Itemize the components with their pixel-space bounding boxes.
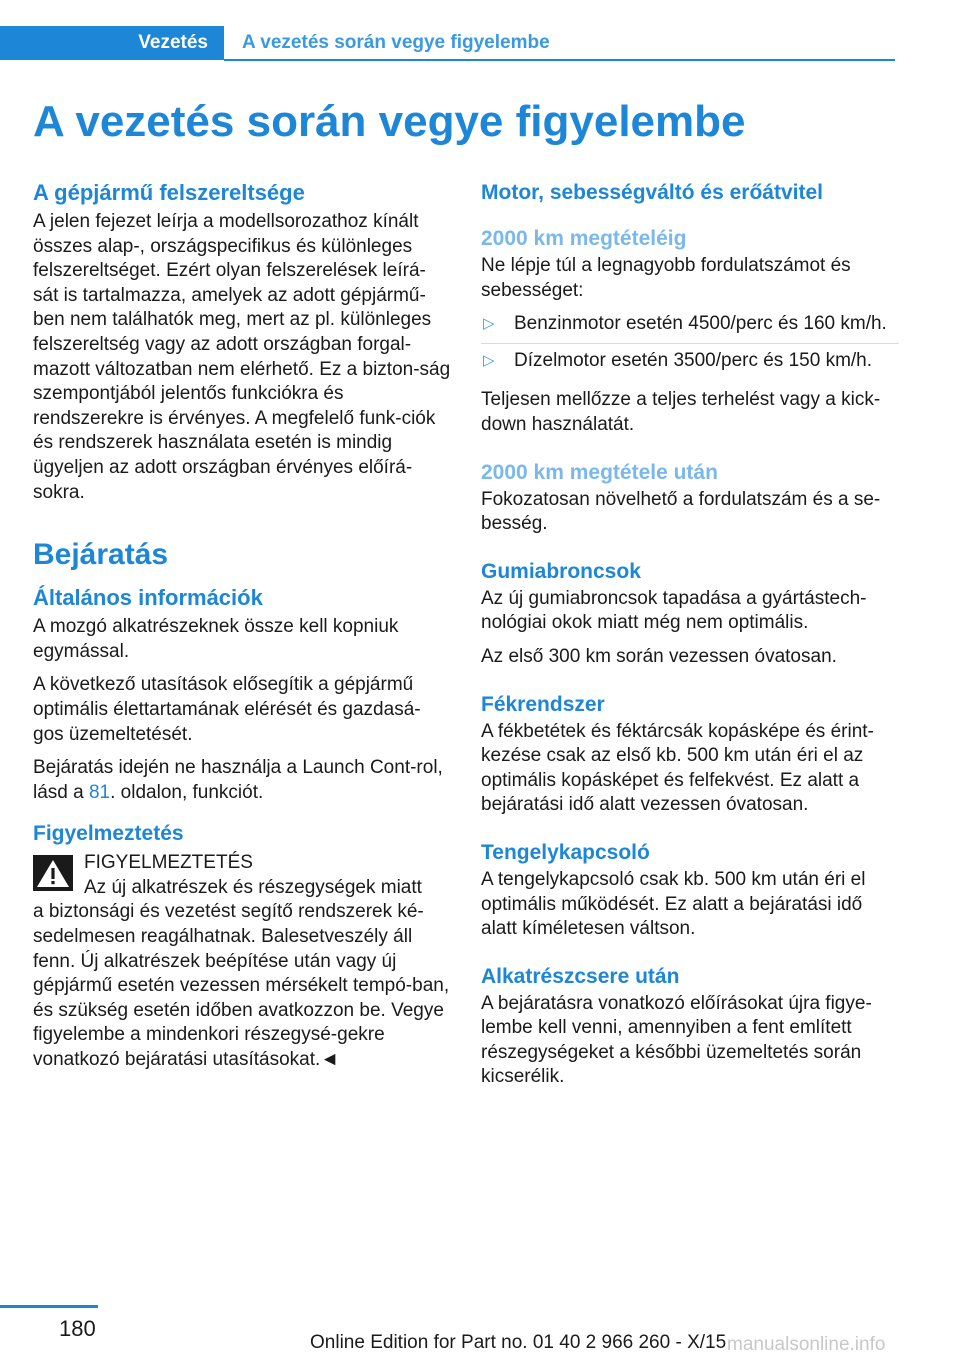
- heading-clutch: Tengelykapcsoló: [481, 840, 650, 864]
- header-rule: [224, 59, 895, 61]
- triangle-right-icon: ▷: [483, 351, 495, 369]
- heading-equipment: A gépjármű felszereltsége: [33, 180, 305, 205]
- tires-p1: Az új gumiabroncsok tapadása a gyártástech-nológiai okok miatt még nem optimális.: [481, 587, 867, 634]
- heading-break-in: Bejáratás: [33, 538, 169, 572]
- warning-label: FIGYELMEZTETÉS: [84, 852, 253, 874]
- general-p3-before: Bejáratás idején ne használja a Launch Cont-rol, lásd a: [33, 757, 443, 803]
- watermark: manualsonline.info: [727, 1334, 886, 1355]
- breadcrumb[interactable]: A vezetés során vegye figyelembe: [242, 32, 550, 53]
- triangle-right-icon: ▷: [483, 315, 495, 333]
- heading-parts: Alkatrészcsere után: [481, 964, 680, 988]
- page-title: A vezetés során vegye figyelembe: [33, 97, 746, 146]
- heading-after-2000: 2000 km megtétele után: [481, 460, 718, 484]
- heading-tires: Gumiabroncsok: [481, 559, 641, 583]
- warning-text: a biztonsági és vezetést segítő rendszerek ké-sedelmesen reagálhatnak. Balesetveszély áll fenn. Új alkatrészek beépítése után vagy új gépjármű esetén vezessen mérsékelt tempó-ban, és szükség esetén időben avatkozzon be. Vegye figyelembe a mindenkori részegysé-gekre vonatkozó bejáratási utasításokat.◄: [33, 901, 450, 1071]
- after-2000-text: Fokozatosan növelhető a fordulatszám és a se-besség.: [481, 488, 881, 535]
- brakes-text: A fékbetétek és féktárcsák kopásképe és érint-kezése csak az első kb. 500 km után éri el az optimális kopásképet és felfekvést. Ez alatt a bejáratási idő alatt vezessen óvatosan.: [481, 720, 874, 816]
- footer-rule: [0, 1305, 98, 1308]
- list-item: [481, 307, 899, 344]
- section-tab[interactable]: [0, 26, 224, 60]
- tires-p2: Az első 300 km során vezessen óvatosan.: [481, 645, 837, 667]
- upto-2000-text: Ne lépje túl a legnagyobb fordulatszámot és sebességet:: [481, 255, 851, 301]
- general-p3: [33, 756, 451, 805]
- list-item-text: Dízelmotor esetén 3500/perc és 150 km/h.: [514, 349, 873, 371]
- warning-triangle-icon: [33, 855, 73, 891]
- heading-engine: Motor, sebességváltó és erőátvitel: [481, 181, 823, 204]
- general-p3-after: . oldalon, funkciót.: [110, 781, 264, 803]
- page-number: 180: [59, 1316, 96, 1341]
- page-header: [0, 26, 895, 62]
- equipment-text: A jelen fejezet leírja a modellsorozathoz kínált összes alap-, országspecifikus és különleges felszereltséget. Ezért olyan felszerelések leírá-sát is tartalmazza, amelyek az adott gépjármű-ben nem találhatók meg, mert az pl. különleges felszereltség vagy az adott országban forgal-mazott változatban nem elérhető. Ez a bizton-ság szempontjából jelentős funkciókra és rendszerekre is érvényes. A megfelelő funk-ciók és rendszerek használata esetén is mindig ügyeljen az adott országban érvényes előírá-sokra.: [33, 211, 451, 503]
- warning-block: [33, 851, 451, 1072]
- heading-upto-2000: 2000 km megtételéig: [481, 227, 687, 250]
- rpm-list: [481, 307, 899, 379]
- section-label: Vezetés: [138, 32, 208, 53]
- warning-intro: Az új alkatrészek és részegységek miatt: [84, 876, 422, 898]
- parts-text: A bejáratásra vonatkozó előírásokat újra figye-lembe kell venni, amennyiben a fent említett részegységeket a későbbi üzemeltetés során kicserélik.: [481, 992, 872, 1088]
- heading-general: Általános információk: [33, 585, 263, 611]
- general-p2: A következő utasítások elősegítik a gépjármű optimális élettartamának elérését és gazdasá-gos üzemeltetését.: [33, 674, 421, 745]
- heading-warning: Figyelmeztetés: [33, 822, 184, 846]
- general-p1: A mozgó alkatrészeknek össze kell kopniuk egymással.: [33, 616, 399, 662]
- left-column: [33, 180, 451, 1082]
- right-column: [481, 180, 899, 1099]
- heading-brakes: Fékrendszer: [481, 692, 605, 716]
- page-link-81[interactable]: 81: [88, 781, 111, 803]
- list-item: [481, 344, 899, 380]
- list-item-text: Benzinmotor esetén 4500/perc és 160 km/h.: [514, 313, 887, 335]
- edition-text: Online Edition for Part no. 01 40 2 966 260 - X/15: [310, 1332, 727, 1353]
- kickdown-text: Teljesen mellőzze a teljes terhelést vagy a kick-down használatát.: [481, 389, 881, 435]
- clutch-text: A tengelykapcsoló csak kb. 500 km után éri el optimális működését. Ez alatt a bejáratási idő alatt kíméletesen váltson.: [481, 868, 866, 940]
